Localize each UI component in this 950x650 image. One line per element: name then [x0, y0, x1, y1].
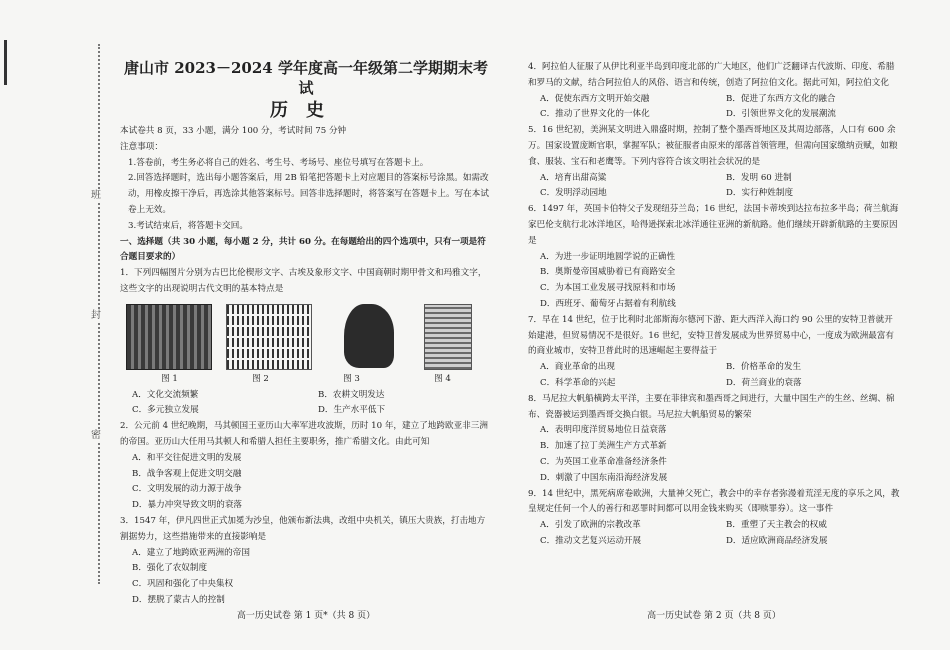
- option-d: D．引领世界文化的发展潮流: [726, 109, 837, 120]
- option-a: A．商业革命的出现: [540, 362, 615, 373]
- option-list: [120, 451, 492, 514]
- option-list: [528, 250, 900, 313]
- option-row: [528, 518, 900, 534]
- edge-mark: [4, 40, 7, 85]
- option-a: A．培育出甜高粱: [540, 172, 607, 183]
- binding-char: 封: [91, 310, 101, 321]
- question-stem: 2．公元前 4 世纪晚期，马其顿国王亚历山大率军进攻波斯，历时 10 年，建立了地跨欧亚非三洲的帝国。亚历山大任用马其顿人和希腊人担任主要职务，推广希腊文化。由此可知: [120, 421, 488, 447]
- option-row: [120, 388, 492, 404]
- binding-char: 班: [91, 190, 101, 201]
- maya-script-image: [424, 304, 472, 370]
- page-2: [528, 60, 900, 550]
- figure-row: [120, 304, 492, 370]
- exam-title: 唐山市 2023－2024 学年度高一年级第二学期期末考试: [124, 59, 488, 97]
- option-a: A．文化交流频繁: [132, 389, 199, 400]
- question-stem: 1．下列四幅图片分别为古巴比伦楔形文字、古埃及象形文字、中国商朝时期甲骨文和玛雅文字，这些文字的出现说明古代文明的基本特点是: [120, 268, 487, 294]
- section-heading: 一、选择题（共 30 小题，每小题 2 分，共计 60 分。在每题给出的四个选项中，只有一项是符合题目要求的）: [120, 236, 486, 263]
- figure-caption: 图 2: [252, 373, 269, 384]
- option-b: B．强化了农奴制度: [132, 563, 208, 574]
- option-row: [528, 107, 900, 123]
- option-b: B．促进了东西方文化的融合: [726, 93, 836, 104]
- exam-intro: 本试卷共 8 页，33 小题，满分 100 分，考试时间 75 分钟: [120, 126, 347, 136]
- option-c: C．科学革命的兴起: [540, 377, 616, 388]
- notes-heading: 注意事项：: [120, 141, 163, 152]
- option-c: C．多元独立发展: [132, 405, 199, 416]
- question-stem: 9．14 世纪中，黑死病席卷欧洲，大量神父死亡，教会中的幸存者弥漫着荒淫无度的享乐之风，教皇规定任何一个人的善行和恶罪时间都可以用金钱来购买（即赎罪券）。这一事件: [528, 488, 900, 515]
- option-list: [120, 546, 492, 609]
- option-a: A．引发了欧洲的宗教改革: [540, 520, 641, 531]
- option-row: [528, 534, 900, 550]
- option-row: [528, 171, 900, 187]
- exam-subject: 历史: [270, 100, 342, 121]
- oracle-bone-image: [344, 304, 394, 368]
- option-a: A．为进一步证明地圆学说的正确性: [540, 251, 676, 262]
- option-d: D．适应欧洲商品经济发展: [726, 535, 828, 546]
- note-item: 1.答卷前，考生务必将自己的姓名、考生号、考场号、座位号填写在答题卡上。: [128, 157, 429, 168]
- figure-captions: [120, 372, 492, 388]
- option-d: D．荷兰商业的衰落: [726, 377, 802, 388]
- question-stem: 6．1497 年，英国卡伯特父子发现纽芬兰岛；16 世纪，法国卡蒂埃到达拉布拉多半岛；荷兰航海家巴伦支航行北冰洋地区，哈得逊探索北冰洋通往亚洲的新航路。他们继续开辟新航路的主要原因是: [528, 204, 899, 246]
- option-b: B．发明 60 进制: [726, 172, 792, 183]
- option-row: [528, 360, 900, 376]
- figure-caption: 图 3: [343, 373, 360, 384]
- option-b: B．加速了拉丁美洲生产方式革新: [540, 441, 667, 452]
- option-row: [528, 376, 900, 392]
- option-list: [528, 423, 900, 486]
- option-d: D．刺激了中国东南沿海经济发展: [540, 472, 668, 483]
- question-stem: 8．马尼拉大帆船横跨太平洋，主要在菲律宾和墨西哥之间进行，大量中国生产的生丝、丝绸、棉布、瓷器被运到墨西哥交换白银。马尼拉大帆船贸易的繁荣: [528, 393, 895, 420]
- option-d: D．暴力冲突导致文明的衰落: [132, 500, 243, 511]
- option-b: B．价格革命的发生: [726, 362, 802, 373]
- page-footer: 高一历史试卷 第 2 页（共 8 页）: [647, 611, 781, 621]
- option-d: D．摆脱了蒙古人的控制: [132, 594, 225, 605]
- question-stem: 4．阿拉伯人征服了从伊比利亚半岛到印度北部的广大地区，他们广泛翻译古代波斯、印度、希腊和罗马的文献，结合阿拉伯人的风俗、语言和传统，创造了阿拉伯文化。据此可知，阿拉伯文化: [528, 62, 895, 88]
- option-row: [528, 186, 900, 202]
- page-footer: 高一历史试卷 第 1 页*（共 8 页）: [236, 611, 376, 621]
- figure-caption: 图 1: [161, 373, 178, 384]
- option-d: D．实行种姓制度: [726, 188, 794, 199]
- question-stem: 5．16 世纪初，美洲某文明进入鼎盛时期，控制了整个墨西哥地区及其周边部落，人口有 600 余万。国家设置庞断官职，掌握军队；被征服者由原来的部落首领管理，但需向国家缴纳贡赋，如粮食、服装、宝石和老鹰等。下列内容符合该文明社会状况的是: [528, 125, 898, 167]
- page-1: [120, 58, 492, 609]
- binding-char: 密: [91, 430, 101, 441]
- note-item: 3.考试结束后，将答题卡交回。: [128, 220, 248, 231]
- option-b: B．农耕文明发达: [318, 389, 385, 400]
- hieroglyph-image: [226, 304, 312, 370]
- option-a: A．和平交往促进文明的发展: [132, 452, 242, 463]
- cuneiform-image: [126, 304, 212, 370]
- option-a: A．促使东西方文明开始交融: [540, 93, 650, 104]
- option-d: D．生产水平低下: [318, 405, 386, 416]
- option-c: C．发明浮动园地: [540, 188, 607, 199]
- option-c: C．为英国工业革命准备经济条件: [540, 456, 667, 467]
- option-c: C．推动文艺复兴运动开展: [540, 535, 642, 546]
- option-c: C．为本国工业发展寻找原料和市场: [540, 283, 676, 294]
- note-item: 2.回答选择题时，选出每小题答案后，用 2B 铅笔把答题卡上对应题目的答案标号涂黑。如需改动，用橡皮擦干净后，再选涂其他答案标号。回答非选择题时，将答案写在答题卡上。写在本试卷上无效。: [128, 173, 489, 215]
- option-row: [528, 92, 900, 108]
- option-c: C．文明发展的动力源于战争: [132, 484, 242, 495]
- option-c: C．巩固和强化了中央集权: [132, 579, 234, 590]
- figure-caption: 图 4: [434, 373, 451, 384]
- option-b: B．重塑了天主教会的权威: [726, 520, 827, 531]
- option-c: C．推动了世界文化的一体化: [540, 109, 650, 120]
- option-b: B．奥斯曼帝国威胁着已有商路安全: [540, 267, 676, 278]
- question-stem: 3．1547 年，伊凡四世正式加冕为沙皇，他颁布新法典，改组中央机关，镇压大贵族，打击地方割据势力，这些措施带来的直接影响是: [120, 515, 486, 542]
- option-row: [120, 403, 492, 419]
- option-b: B．战争客观上促进文明交融: [132, 468, 242, 479]
- option-a: A．表明印度洋贸易地位日益衰落: [540, 425, 667, 436]
- option-a: A．建立了地跨欧亚两洲的帝国: [132, 547, 250, 558]
- question-stem: 7．早在 14 世纪，位于比利时北部斯海尔德河下游、距大西洋入海口约 90 公里的安特卫普就开始建港，但贸易情况不是很好。16 世纪，安特卫普发展成为世界贸易中心，一度成为欧洲最富有的商业城市，安特卫普此时的迅速崛起主要得益于: [528, 314, 895, 357]
- option-d: D．西班牙、葡萄牙占据着有利航线: [540, 298, 676, 309]
